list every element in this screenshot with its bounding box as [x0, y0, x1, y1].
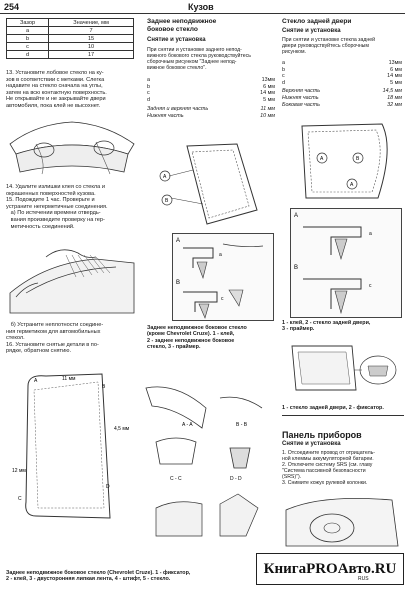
- table-header-row: [7, 19, 134, 27]
- section-detail-illustration: [172, 233, 274, 321]
- watermark-tld: .RU: [370, 560, 397, 577]
- dashboard-illustration: [282, 490, 402, 550]
- header-rule: [0, 13, 405, 14]
- spec-key: a: [282, 60, 285, 66]
- section-heading-rear-door-glass: Стекло задней двери: [282, 18, 352, 25]
- table-header-cell: Зазор: [7, 19, 49, 27]
- spec-key: b: [282, 66, 285, 73]
- table-cell: c: [7, 43, 49, 51]
- svg-text:B: B: [176, 280, 181, 286]
- spec-row: [147, 77, 275, 84]
- svg-text:A: A: [163, 174, 167, 180]
- spec-list: [147, 77, 275, 120]
- svg-text:c: c: [221, 296, 224, 302]
- spec-note-label: Верхняя часть: [282, 88, 321, 95]
- spec-key: d: [282, 79, 285, 86]
- spec-value: 6 мм: [263, 83, 275, 90]
- watermark-logo: [256, 553, 404, 585]
- spec-note-value: 32 мм: [387, 101, 402, 108]
- svg-text:B: B: [165, 198, 169, 204]
- spec-note-label: Нижняя часть: [147, 112, 184, 119]
- svg-text:D: D: [106, 484, 110, 490]
- subheading-removal-right: Снятие и установка: [282, 28, 341, 34]
- spec-note-value: 14,5 мм: [382, 88, 402, 95]
- svg-text:A: A: [176, 238, 181, 244]
- spec-value: 6 мм: [390, 66, 402, 73]
- spec-key: a: [147, 77, 150, 83]
- intro-text-right: При снятии и установке стекла задней двери руководствуйтесь сборочным рисунком.: [282, 37, 376, 56]
- spec-key: c: [282, 73, 285, 80]
- spec-row: [147, 90, 275, 97]
- spec-note-row: [282, 95, 402, 102]
- svg-text:12 мм: 12 мм: [12, 468, 26, 474]
- spec-note-value: 10 мм: [260, 112, 275, 119]
- spec-note-row: [282, 88, 402, 95]
- figure-caption-right-2: 1 - стекло задней двери, 2 - фиксатор.: [282, 405, 384, 411]
- spec-note-row: [147, 113, 275, 120]
- svg-text:a: a: [369, 231, 372, 237]
- subheading-dashboard-removal: Снятие и установка: [282, 441, 341, 447]
- windshield-illustration-1: [6, 114, 138, 180]
- svg-text:a: a: [219, 252, 222, 258]
- cruze-rear-fixed-glass-assembly-illustration: [6, 368, 276, 566]
- section-title: Кузов: [188, 2, 214, 12]
- spec-note-value: 11 мм: [260, 106, 275, 113]
- spec-value: 14 мм: [387, 73, 402, 80]
- spec-value: 5 мм: [263, 96, 275, 103]
- figure-caption-middle: Заднее неподвижное боковое стекло (кроме Chevrolet Cruze). 1 - клей, 2 - заднее неподвижное боковое стекло, 3 - праймер.: [147, 325, 247, 351]
- intro-text: При снятии и установке заднего непод- вижного бокового стекла руководствуйтесь сборочным рисунком "Заднее непод- вижное боковое стекло".: [147, 47, 251, 72]
- table-row: [7, 51, 134, 59]
- table-header-cell: Значение, мм: [49, 19, 134, 27]
- dashboard-steps-text: 1. Отсоедините провод от отрицатель- ной клеммы аккумуляторной батареи. 2. Отключите систему SRS (см. главу "Система пассивной безопасности (SRS)"). 3. Снимите кожух рулевой колонки.: [282, 450, 376, 487]
- rear-fixed-glass-outline-illustration: [147, 140, 275, 228]
- windshield-leak-test-illustration: [6, 233, 138, 317]
- svg-text:11 мм: 11 мм: [62, 376, 76, 382]
- svg-text:D - D: D - D: [230, 476, 242, 482]
- step-b-16-text: б) Устраните неплотности соедине- ния герметиком для автомобильных стекол. 16. Установите снятые детали в по- рядке, обратном снятию.: [6, 322, 104, 355]
- figure-caption-bottom: Заднее неподвижное боковое стекло (Chevrolet Cruze). 1 - фиксатор, 2 - клей, 3 - двусторонняя липкая лента, 4 - штифт, 5 - стекло.: [6, 570, 191, 583]
- table-cell: b: [7, 35, 49, 43]
- spec-row: [282, 67, 402, 74]
- spec-row: [282, 80, 402, 87]
- table-cell: 7: [49, 27, 134, 35]
- spec-value: 13мм: [388, 60, 402, 66]
- watermark-flag: RUS: [358, 576, 369, 582]
- svg-text:4,5 мм: 4,5 мм: [114, 426, 130, 432]
- step-14-15-text: 14. Удалите излишки клея со стекла и окрашенных поверхностей кузова. 15. Подождите 1 час. Проверьте и устраните негерметичные соединения. а) По истечении времени отвердь- вания произведите проверку на гер- метичность соединений.: [6, 184, 108, 230]
- table-cell: 15: [49, 35, 134, 43]
- svg-text:C - C: C - C: [170, 476, 182, 482]
- table-cell: a: [7, 27, 49, 35]
- section-heading-rear-fixed-glass: Заднее неподвижное боковое стекло: [147, 18, 217, 33]
- spec-note-label: Задняя и верхняя часть: [147, 106, 209, 113]
- rear-door-glass-outline-illustration: [282, 118, 402, 206]
- svg-text:c: c: [369, 283, 372, 289]
- spec-list-right: [282, 60, 402, 108]
- section-divider: [282, 415, 404, 416]
- table-row: [7, 43, 134, 51]
- table-row: [7, 35, 134, 43]
- svg-text:B: B: [102, 384, 106, 390]
- svg-text:B: B: [294, 265, 299, 271]
- svg-text:C: C: [18, 496, 22, 502]
- table-row: [7, 27, 134, 35]
- table-cell: 17: [49, 51, 134, 59]
- spec-key: c: [147, 90, 150, 97]
- subheading-removal: Снятие и установка: [147, 37, 206, 43]
- spec-note-value: 18 мм: [387, 94, 402, 101]
- svg-text:A - A: A - A: [182, 422, 193, 428]
- spec-value: 13мм: [261, 77, 275, 83]
- page-number: 254: [4, 2, 20, 12]
- step-13-text: 13. Установите лобовое стекло на ку- зов в соответствии с метками. Слегка надавите на стекло сначала на углы, затем на всю контактную поверхность. Не открывайте и не закрывайте двери автомобиля, пока клей не высохнет.: [6, 70, 107, 109]
- svg-text:A: A: [34, 378, 38, 384]
- spec-note-row: [282, 102, 402, 109]
- figure-caption-right-1: 1 - клей, 2 - стекло задней двери, 3 - праймер.: [282, 320, 371, 333]
- gap-table: [6, 18, 134, 59]
- svg-text:A: A: [350, 182, 354, 188]
- door-glass-fixing-illustration: [282, 340, 402, 402]
- svg-text:B - B: B - B: [236, 422, 248, 428]
- spec-note-label: Боковая часть: [282, 101, 320, 108]
- svg-text:A: A: [320, 156, 324, 162]
- watermark-brand: КнигаPROАвто: [263, 560, 371, 577]
- spec-value: 5 мм: [390, 79, 402, 86]
- svg-text:A: A: [294, 213, 299, 219]
- section-heading-dashboard: Панель приборов: [282, 430, 362, 440]
- spec-key: d: [147, 96, 150, 103]
- spec-value: 14 мм: [260, 90, 275, 97]
- spec-note-row: [147, 106, 275, 113]
- spec-row: [282, 60, 402, 67]
- spec-row: [147, 84, 275, 91]
- spec-key: b: [147, 83, 150, 90]
- table-cell: 10: [49, 43, 134, 51]
- rear-door-section-illustration: [290, 208, 402, 318]
- svg-text:B: B: [356, 156, 360, 162]
- spec-row: [282, 73, 402, 80]
- table-cell: d: [7, 51, 49, 59]
- spec-row: [147, 97, 275, 104]
- spec-note-label: Нижняя часть: [282, 94, 319, 101]
